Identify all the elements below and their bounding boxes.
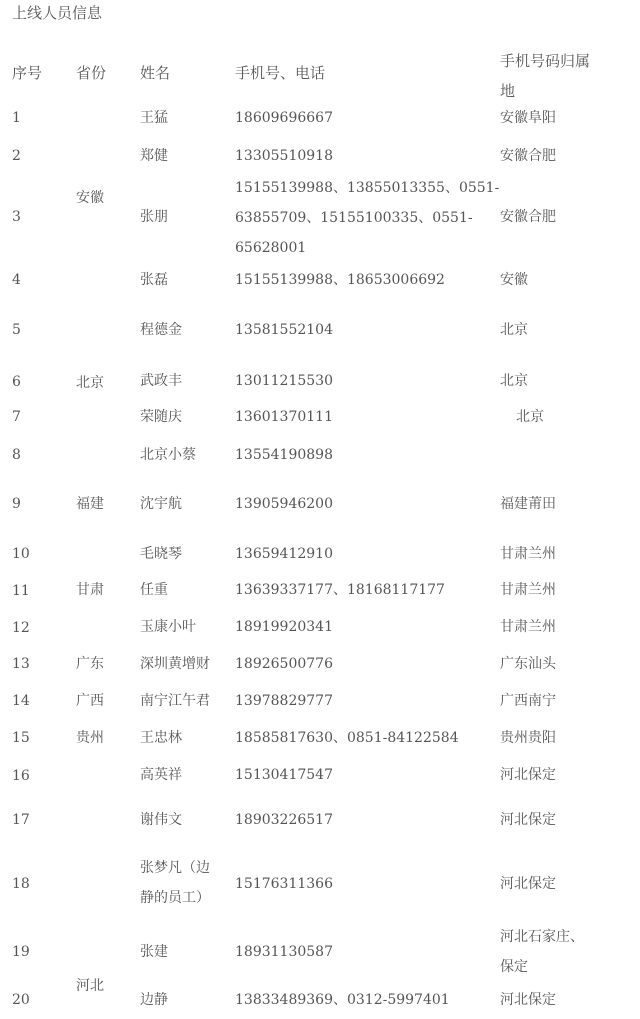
row-name: 毛晓琴 [140,546,182,562]
row-index: 18 [12,876,30,892]
row-name: 王猛 [140,110,168,126]
row-name: 北京小蔡 [140,447,196,463]
row-location [500,922,584,982]
row-name: 南宁江午君 [140,693,210,709]
row-phone: 13305510918 [235,148,333,164]
row-location: 甘肃兰州 [500,546,556,562]
row-index: 2 [12,148,21,164]
province-cell: 北京 [76,375,104,391]
row-location-line: 保定 [500,959,528,975]
row-index: 15 [12,730,30,746]
row-location: 甘肃兰州 [500,619,556,635]
row-location: 安徽合肥 [500,148,556,164]
row-name: 王忠林 [140,730,182,746]
row-phone-line: 65628001 [235,240,307,256]
row-index: 14 [12,693,30,709]
header-province: 省份 [76,64,107,82]
row-index: 11 [12,583,30,599]
row-name: 深圳黄增财 [140,656,210,672]
province-cell: 贵州 [76,730,104,746]
row-index: 7 [12,409,21,425]
row-name: 任重 [140,582,168,598]
row-phone: 13011215530 [235,373,333,389]
row-location: 安徽 [500,272,528,288]
row-index: 4 [12,272,21,288]
row-phone: 15176311366 [235,876,333,892]
row-location: 安徽阜阳 [500,110,556,126]
row-name: 沈宇航 [140,496,182,512]
row-name: 高英祥 [140,767,182,783]
province-cell: 安徽 [76,190,104,206]
row-location: 北京 [500,373,528,389]
header-name: 姓名 [140,64,171,82]
row-phone: 15130417547 [235,767,333,783]
row-phone [235,173,499,263]
row-index: 3 [12,209,21,225]
row-location: 福建莆田 [500,496,556,512]
row-name: 张建 [140,944,168,960]
row-name: 玉康小叶 [140,619,196,635]
row-name: 谢伟文 [140,812,182,828]
row-index: 16 [12,768,30,784]
province-cell: 河北 [76,978,104,994]
row-phone: 13601370111 [235,409,333,425]
row-index: 10 [12,546,30,562]
row-name: 张磊 [140,272,168,288]
row-name: 张朋 [140,209,168,225]
row-location: 北京 [516,409,544,425]
row-location: 北京 [500,322,528,338]
row-phone-line: 15155139988、13855013355、0551- [235,180,500,196]
row-index: 17 [12,812,30,828]
row-name [140,853,210,913]
province-cell: 广东 [76,656,104,672]
row-location: 广西南宁 [500,693,556,709]
row-name: 武政丰 [140,373,182,389]
row-name-line: 张梦凡（边 [140,860,210,876]
row-location: 安徽合肥 [500,209,556,225]
row-index: 5 [12,322,21,338]
row-phone: 13659412910 [235,546,333,562]
province-cell: 广西 [76,693,104,709]
row-name-line: 静的员工） [140,890,210,906]
row-index: 1 [12,110,21,126]
row-name: 边静 [140,992,168,1008]
row-name: 荣随庆 [140,409,182,425]
row-location: 甘肃兰州 [500,582,556,598]
row-location: 河北保定 [500,876,556,892]
row-index: 20 [12,992,30,1008]
header-location [500,46,590,106]
row-location: 广东汕头 [500,656,556,672]
header-location-line1: 手机号码归属 [500,52,591,70]
row-phone: 13833489369、0312-5997401 [235,992,450,1008]
page-title: 上线人员信息 [12,4,103,22]
row-phone: 13639337177、18168117177 [235,582,445,598]
row-location: 河北保定 [500,992,556,1008]
row-phone: 18903226517 [235,812,333,828]
row-index: 6 [12,374,21,390]
row-name: 程德金 [140,322,182,338]
row-phone: 18931130587 [235,944,333,960]
row-phone: 18585817630、0851-84122584 [235,730,459,746]
row-location: 河北保定 [500,767,556,783]
row-phone: 18609696667 [235,110,333,126]
province-cell: 福建 [76,496,104,512]
row-location: 河北保定 [500,812,556,828]
row-phone: 15155139988、18653006692 [235,272,445,288]
row-phone: 13581552104 [235,322,333,338]
header-location-line2: 地 [500,82,516,100]
row-phone: 13905946200 [235,496,333,512]
row-location-line: 河北石家庄、 [500,929,584,945]
province-cell: 甘肃 [76,582,104,598]
header-index: 序号 [12,64,43,82]
header-phone: 手机号、电话 [235,64,326,82]
row-index: 19 [12,944,30,960]
row-index: 9 [12,496,21,512]
row-phone-line: 63855709、15155100335、0551- [235,210,473,226]
row-phone: 18919920341 [235,619,333,635]
row-location: 贵州贵阳 [500,730,556,746]
row-phone: 13978829777 [235,693,333,709]
row-index: 13 [12,656,30,672]
row-name: 郑健 [140,148,168,164]
row-phone: 18926500776 [235,656,333,672]
row-index: 12 [12,620,30,636]
row-phone: 13554190898 [235,447,333,463]
row-index: 8 [12,447,21,463]
